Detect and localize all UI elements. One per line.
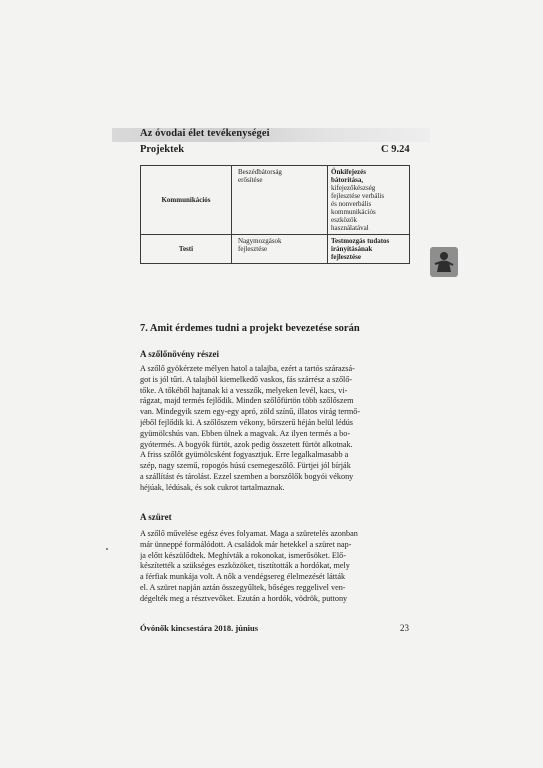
text-line: rágzat, majd termés fejlődik. Minden szőlőfürtön több szőlőszem xyxy=(140,396,354,406)
header-subtitle: Projektek xyxy=(140,144,185,155)
text-line: A szőlő művelése egész éves folyamat. Maga a szüretelés azonban xyxy=(140,529,358,538)
text-line: gyümölcshús van. Ebben ülnek a magvak. Az ilyen termés a bo- xyxy=(140,428,351,438)
text-line: jéből fejlődik ki. A szőlőszem vékony, bőrszerű héján belül lédús xyxy=(140,417,353,427)
table-row xyxy=(141,235,410,264)
text-line: el. A szüret napján aztán összegyűltek, bőséges reggelivel ven- xyxy=(140,582,346,592)
header-title: Az óvodai élet tevékenységei xyxy=(140,128,270,139)
row-col3-bold: Önkifejezés bátorítása, xyxy=(331,168,366,184)
row-col2: Beszédbátorság erősítése xyxy=(232,166,328,235)
text-line: got is jól tűri. A talajból kiemelkedő vaskos, fás szárrész a szőlő- xyxy=(140,374,353,384)
row-col3 xyxy=(328,166,410,235)
subsection-title: A szüret xyxy=(140,512,172,522)
stray-mark xyxy=(106,548,108,550)
row-col3-rest: kifejezőkészség fejlesztése verbális és nonverbális kommunikációs eszközök használatával xyxy=(331,184,385,232)
text-line: A friss szőlőt gyümölcsként fogyasztjuk. Erre legalkalmasabb a xyxy=(140,450,349,460)
row-label: Kommunikációs xyxy=(141,166,232,235)
row-col3 xyxy=(328,235,410,264)
side-tab-figure-icon xyxy=(430,247,458,277)
footer-publication: Óvónők kincsestára 2018. június xyxy=(140,623,259,633)
text-line: a férfiak munkája volt. A nők a vendégsereg élelmezését látták xyxy=(140,572,346,582)
header-code: C 9.24 xyxy=(381,144,410,155)
section-heading: 7. Amit érdemes tudni a projekt bevezetése során xyxy=(140,323,360,334)
text-line: héjúak, lédúsak, és sok cukrot tartalmaznak. xyxy=(140,482,285,492)
figure-icon xyxy=(433,250,455,274)
skills-table xyxy=(140,165,410,264)
text-line: készítették a szükséges eszközöket, tisztították a hordókat, mely xyxy=(140,561,350,571)
text-line: már ünneppé formálódott. A családok már hetekkel a szüret nap- xyxy=(140,539,352,549)
paragraph-vine-parts xyxy=(140,364,412,494)
text-line: A szőlő gyökérzete mélyen hatol a talajba, ezért a tartós szárazsá- xyxy=(140,364,355,373)
page-number: 23 xyxy=(400,623,409,633)
table-row xyxy=(141,166,410,235)
row-col3-bold: Testmozgás tudatos irányításának fejlesztése xyxy=(331,237,390,261)
text-line: van. Mindegyik szem egy-egy apró, zöld színű, illatos virág termő- xyxy=(140,407,361,417)
row-label: Testi xyxy=(141,235,232,264)
text-line: gyótermés. A bogyók fürtöt, azok pedig összetett fürtöt alkotnak. xyxy=(140,439,353,449)
text-line: tőke. A tőkéből hajtanak ki a vesszők, melyeken levél, kacs, vi- xyxy=(140,385,348,395)
row-col2: Nagymozgások fejlesztése xyxy=(232,235,328,264)
text-line: szép, nagy szemű, ropogós húsú csemegeszőlő. Fürtjei jól bírják xyxy=(140,461,351,471)
text-line: a szállítást és tárolást. Ezzel szemben a borszőlők bogyói vékony xyxy=(140,471,354,481)
subsection-title: A szőlőnövény részei xyxy=(140,349,219,359)
paragraph-harvest xyxy=(140,529,412,605)
text-line: ja előtt készülődtek. Meghívták a rokonokat, ismerősöket. Elő- xyxy=(140,550,347,560)
text-line: dégelték meg a résztvevőket. Ezután a hordók, vödrök, puttony xyxy=(140,593,348,603)
